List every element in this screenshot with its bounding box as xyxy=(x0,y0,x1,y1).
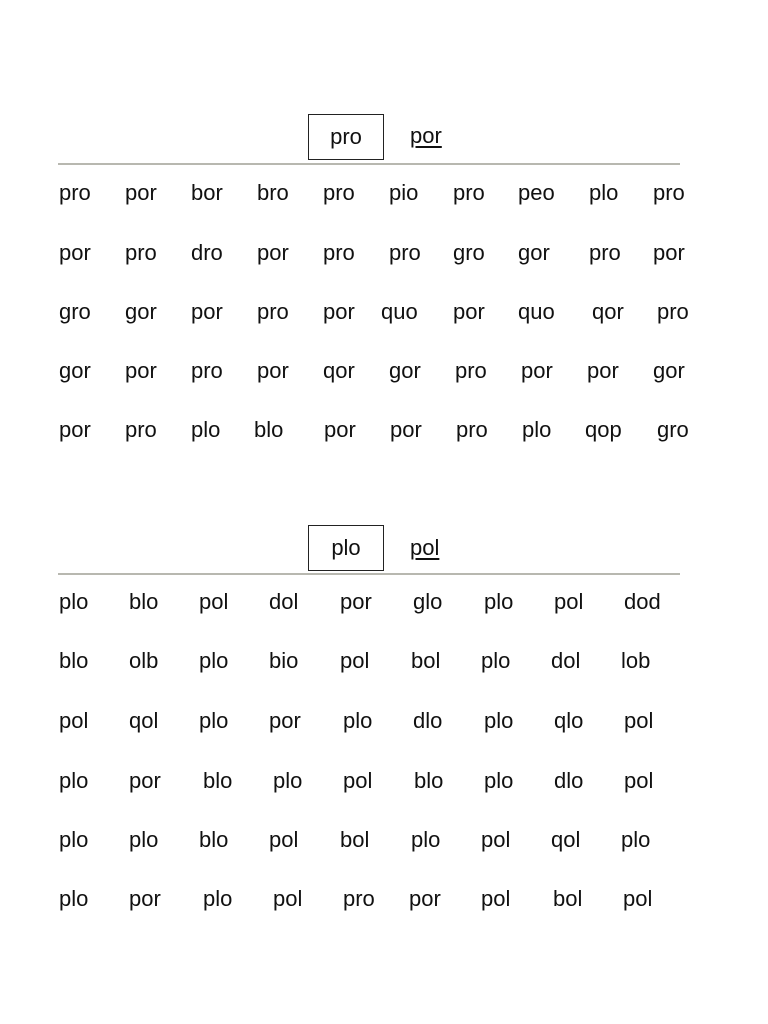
target-word: plo xyxy=(331,535,361,560)
practice-word: por xyxy=(409,886,441,911)
divider-rule xyxy=(58,573,680,575)
practice-word: quo xyxy=(381,299,418,324)
practice-word: por xyxy=(125,358,157,383)
practice-word: blo xyxy=(254,417,284,442)
practice-word: blo xyxy=(414,768,444,793)
practice-word: por xyxy=(390,417,422,442)
practice-word: pro xyxy=(589,240,621,265)
word-row xyxy=(0,884,768,914)
practice-word: pro xyxy=(323,240,355,265)
practice-word: pro xyxy=(191,358,223,383)
practice-word: blo xyxy=(203,768,233,793)
practice-word: plo xyxy=(484,768,514,793)
practice-word: bol xyxy=(553,886,583,911)
practice-word: pol xyxy=(340,648,370,673)
practice-word: qol xyxy=(129,708,159,733)
practice-word: pro xyxy=(125,417,157,442)
practice-word: plo xyxy=(129,827,159,852)
practice-word: gor xyxy=(518,240,550,265)
word-row xyxy=(0,646,768,676)
practice-word: qor xyxy=(323,358,355,383)
practice-word: pro xyxy=(653,180,685,205)
alternate-word: por xyxy=(410,123,442,148)
practice-word: gro xyxy=(59,299,91,324)
practice-word: plo xyxy=(589,180,619,205)
alternate-word: pol xyxy=(410,535,440,560)
word-row xyxy=(0,706,768,736)
word-row xyxy=(0,356,768,386)
practice-word: por xyxy=(453,299,485,324)
practice-word: pol xyxy=(481,827,511,852)
practice-word: pol xyxy=(199,589,229,614)
practice-word: dol xyxy=(269,589,299,614)
practice-word: por xyxy=(191,299,223,324)
practice-word: plo xyxy=(59,768,89,793)
practice-word: plo xyxy=(484,589,514,614)
practice-word: plo xyxy=(522,417,552,442)
practice-word: peo xyxy=(518,180,555,205)
practice-word: quo xyxy=(518,299,555,324)
practice-word: pol xyxy=(624,768,654,793)
practice-word: por xyxy=(125,180,157,205)
practice-word: plo xyxy=(191,417,221,442)
practice-word: pol xyxy=(343,768,373,793)
practice-word: por xyxy=(257,358,289,383)
practice-word: lob xyxy=(621,648,651,673)
practice-word: pro xyxy=(257,299,289,324)
practice-word: olb xyxy=(129,648,159,673)
target-word: pro xyxy=(330,124,362,149)
practice-word: por xyxy=(521,358,553,383)
divider-rule xyxy=(58,163,680,165)
practice-word: dlo xyxy=(554,768,584,793)
practice-word: gro xyxy=(453,240,485,265)
word-row xyxy=(0,238,768,268)
practice-word: bio xyxy=(269,648,299,673)
word-row xyxy=(0,825,768,855)
practice-word: dro xyxy=(191,240,223,265)
practice-word: blo xyxy=(199,827,229,852)
practice-word: por xyxy=(587,358,619,383)
practice-word: plo xyxy=(199,708,229,733)
practice-word: plo xyxy=(484,708,514,733)
practice-word: plo xyxy=(343,708,373,733)
target-word-box xyxy=(308,525,384,571)
practice-word: plo xyxy=(199,648,229,673)
practice-word: qlo xyxy=(554,708,584,733)
practice-word: plo xyxy=(273,768,303,793)
practice-word: pol xyxy=(269,827,299,852)
practice-word: plo xyxy=(203,886,233,911)
practice-word: pol xyxy=(624,708,654,733)
practice-word: pro xyxy=(456,417,488,442)
practice-word: dod xyxy=(624,589,661,614)
practice-word: por xyxy=(129,768,161,793)
practice-word: pol xyxy=(554,589,584,614)
practice-word: pro xyxy=(59,180,91,205)
practice-word: por xyxy=(340,589,372,614)
practice-word: pro xyxy=(323,180,355,205)
practice-word: dol xyxy=(551,648,581,673)
practice-word: blo xyxy=(129,589,159,614)
practice-word: pol xyxy=(273,886,303,911)
practice-word: por xyxy=(59,417,91,442)
practice-word: por xyxy=(269,708,301,733)
practice-word: bro xyxy=(257,180,289,205)
practice-word: por xyxy=(653,240,685,265)
practice-word: gor xyxy=(59,358,91,383)
practice-word: por xyxy=(257,240,289,265)
practice-word: pro xyxy=(657,299,689,324)
practice-word: por xyxy=(129,886,161,911)
practice-word: pol xyxy=(481,886,511,911)
practice-word: gro xyxy=(657,417,689,442)
practice-word: bor xyxy=(191,180,223,205)
practice-word: pro xyxy=(455,358,487,383)
practice-word: qop xyxy=(585,417,622,442)
practice-word: bol xyxy=(340,827,370,852)
word-row xyxy=(0,415,768,445)
practice-word: pro xyxy=(389,240,421,265)
practice-word: gor xyxy=(389,358,421,383)
practice-word: plo xyxy=(411,827,441,852)
practice-word: gor xyxy=(125,299,157,324)
practice-word: plo xyxy=(59,589,89,614)
practice-word: pro xyxy=(343,886,375,911)
practice-word: plo xyxy=(621,827,651,852)
practice-word: qol xyxy=(551,827,581,852)
practice-word: por xyxy=(323,299,355,324)
practice-word: pol xyxy=(623,886,653,911)
practice-word: por xyxy=(59,240,91,265)
word-row xyxy=(0,587,768,617)
practice-word: plo xyxy=(59,886,89,911)
practice-word: qor xyxy=(592,299,624,324)
practice-word: plo xyxy=(59,827,89,852)
practice-word: pro xyxy=(125,240,157,265)
word-row xyxy=(0,178,768,208)
practice-word: dlo xyxy=(413,708,443,733)
practice-word: por xyxy=(324,417,356,442)
practice-word: pol xyxy=(59,708,89,733)
practice-word: pro xyxy=(453,180,485,205)
word-row xyxy=(0,766,768,796)
practice-word: pio xyxy=(389,180,419,205)
word-row xyxy=(0,297,768,327)
practice-word: bol xyxy=(411,648,441,673)
practice-word: glo xyxy=(413,589,443,614)
target-word-box xyxy=(308,114,384,160)
practice-word: blo xyxy=(59,648,89,673)
practice-word: gor xyxy=(653,358,685,383)
practice-word: plo xyxy=(481,648,511,673)
